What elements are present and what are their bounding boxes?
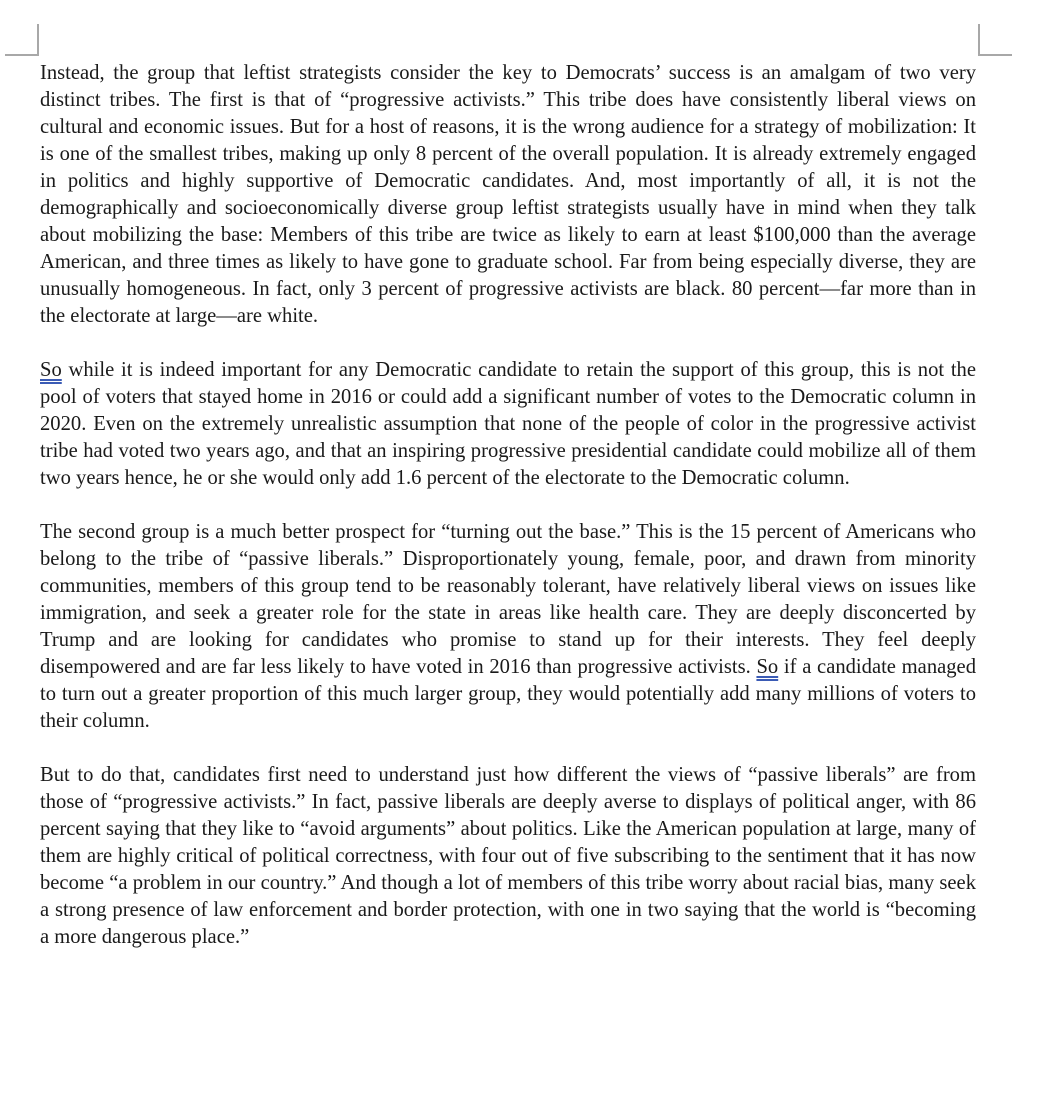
paragraph-3-text-before: The second group is a much better prospect for “turning out the base.” This is the 15 percent of Americans who belong to the tribe of “passive liberals.” Disproportionately young, female, poor, and drawn from minority communities, members of this group tend to be reasonably tolerant, have relatively liberal views on issues like immigration, and seek a greater role for the state in areas like health care. They are deeply disconcerted by Trump and are looking for candidates who promise to stand up for their interests. They feel deeply disempowered and are far less likely to have voted in 2016 than progressive activists. — [40, 521, 976, 678]
paragraph-2[interactable] — [40, 357, 976, 492]
document-body[interactable] — [40, 60, 976, 978]
paragraph-4-text: But to do that, candidates first need to understand just how different the views of “passive liberals” are from those of “progressive activists.” In fact, passive liberals are deeply averse to displays of political anger, with 86 percent saying that they like to “avoid arguments” about politics. Like the American population at large, many of them are highly critical of political correctness, with four out of five subscribing to the sentiment that it has now become “a problem in our country.” And though a lot of members of this tribe worry about racial bias, many seek a strong presence of law enforcement and border protection, with one in two saying that the world is “becoming a more dangerous place.” — [40, 764, 976, 948]
grammar-flag-so[interactable]: So — [40, 359, 62, 381]
paragraph-3-text-after: if a candidate managed to turn out a greater proportion of this much larger group, they would potentially add many millions of voters to their column. — [40, 656, 976, 732]
paragraph-2-text: while it is indeed important for any Democratic candidate to retain the support of this group, this is not the pool of voters that stayed home in 2016 or could add a significant number of votes to the Democratic column in 2020. Even on the extremely unrealistic assumption that none of the people of color in the progressive activist tribe had voted two years ago, and that an inspiring progressive presidential candidate could mobilize all of them two years hence, he or she would only add 1.6 percent of the electorate to the Democratic column. — [40, 359, 976, 489]
crop-mark-top-right — [978, 24, 1012, 56]
paragraph-3[interactable] — [40, 519, 976, 735]
grammar-flag-so[interactable]: So — [756, 656, 779, 678]
paragraph-4[interactable] — [40, 762, 976, 951]
crop-mark-top-left — [5, 24, 39, 56]
paragraph-1-text: Instead, the group that leftist strategists consider the key to Democrats’ success is an amalgam of two very distinct tribes. The first is that of “progressive activists.” This tribe does have consistently liberal views on cultural and economic issues. But for a host of reasons, it is the wrong audience for a strategy of mobilization: It is one of the smallest tribes, making up only 8 percent of the overall population. It is already extremely engaged in politics and highly supportive of Democratic candidates. And, most importantly of all, it is not the demographically and socioeconomically diverse group leftist strategists usually have in mind when they talk about mobilizing the base: Members of this tribe are twice as likely to earn at least $100,000 than the average American, and three times as likely to have gone to graduate school. Far from being especially diverse, they are unusually homogeneous. In fact, only 3 percent of progressive activists are black. 80 percent—far more than in the electorate at large—are white. — [40, 62, 976, 327]
paragraph-1[interactable] — [40, 60, 976, 330]
